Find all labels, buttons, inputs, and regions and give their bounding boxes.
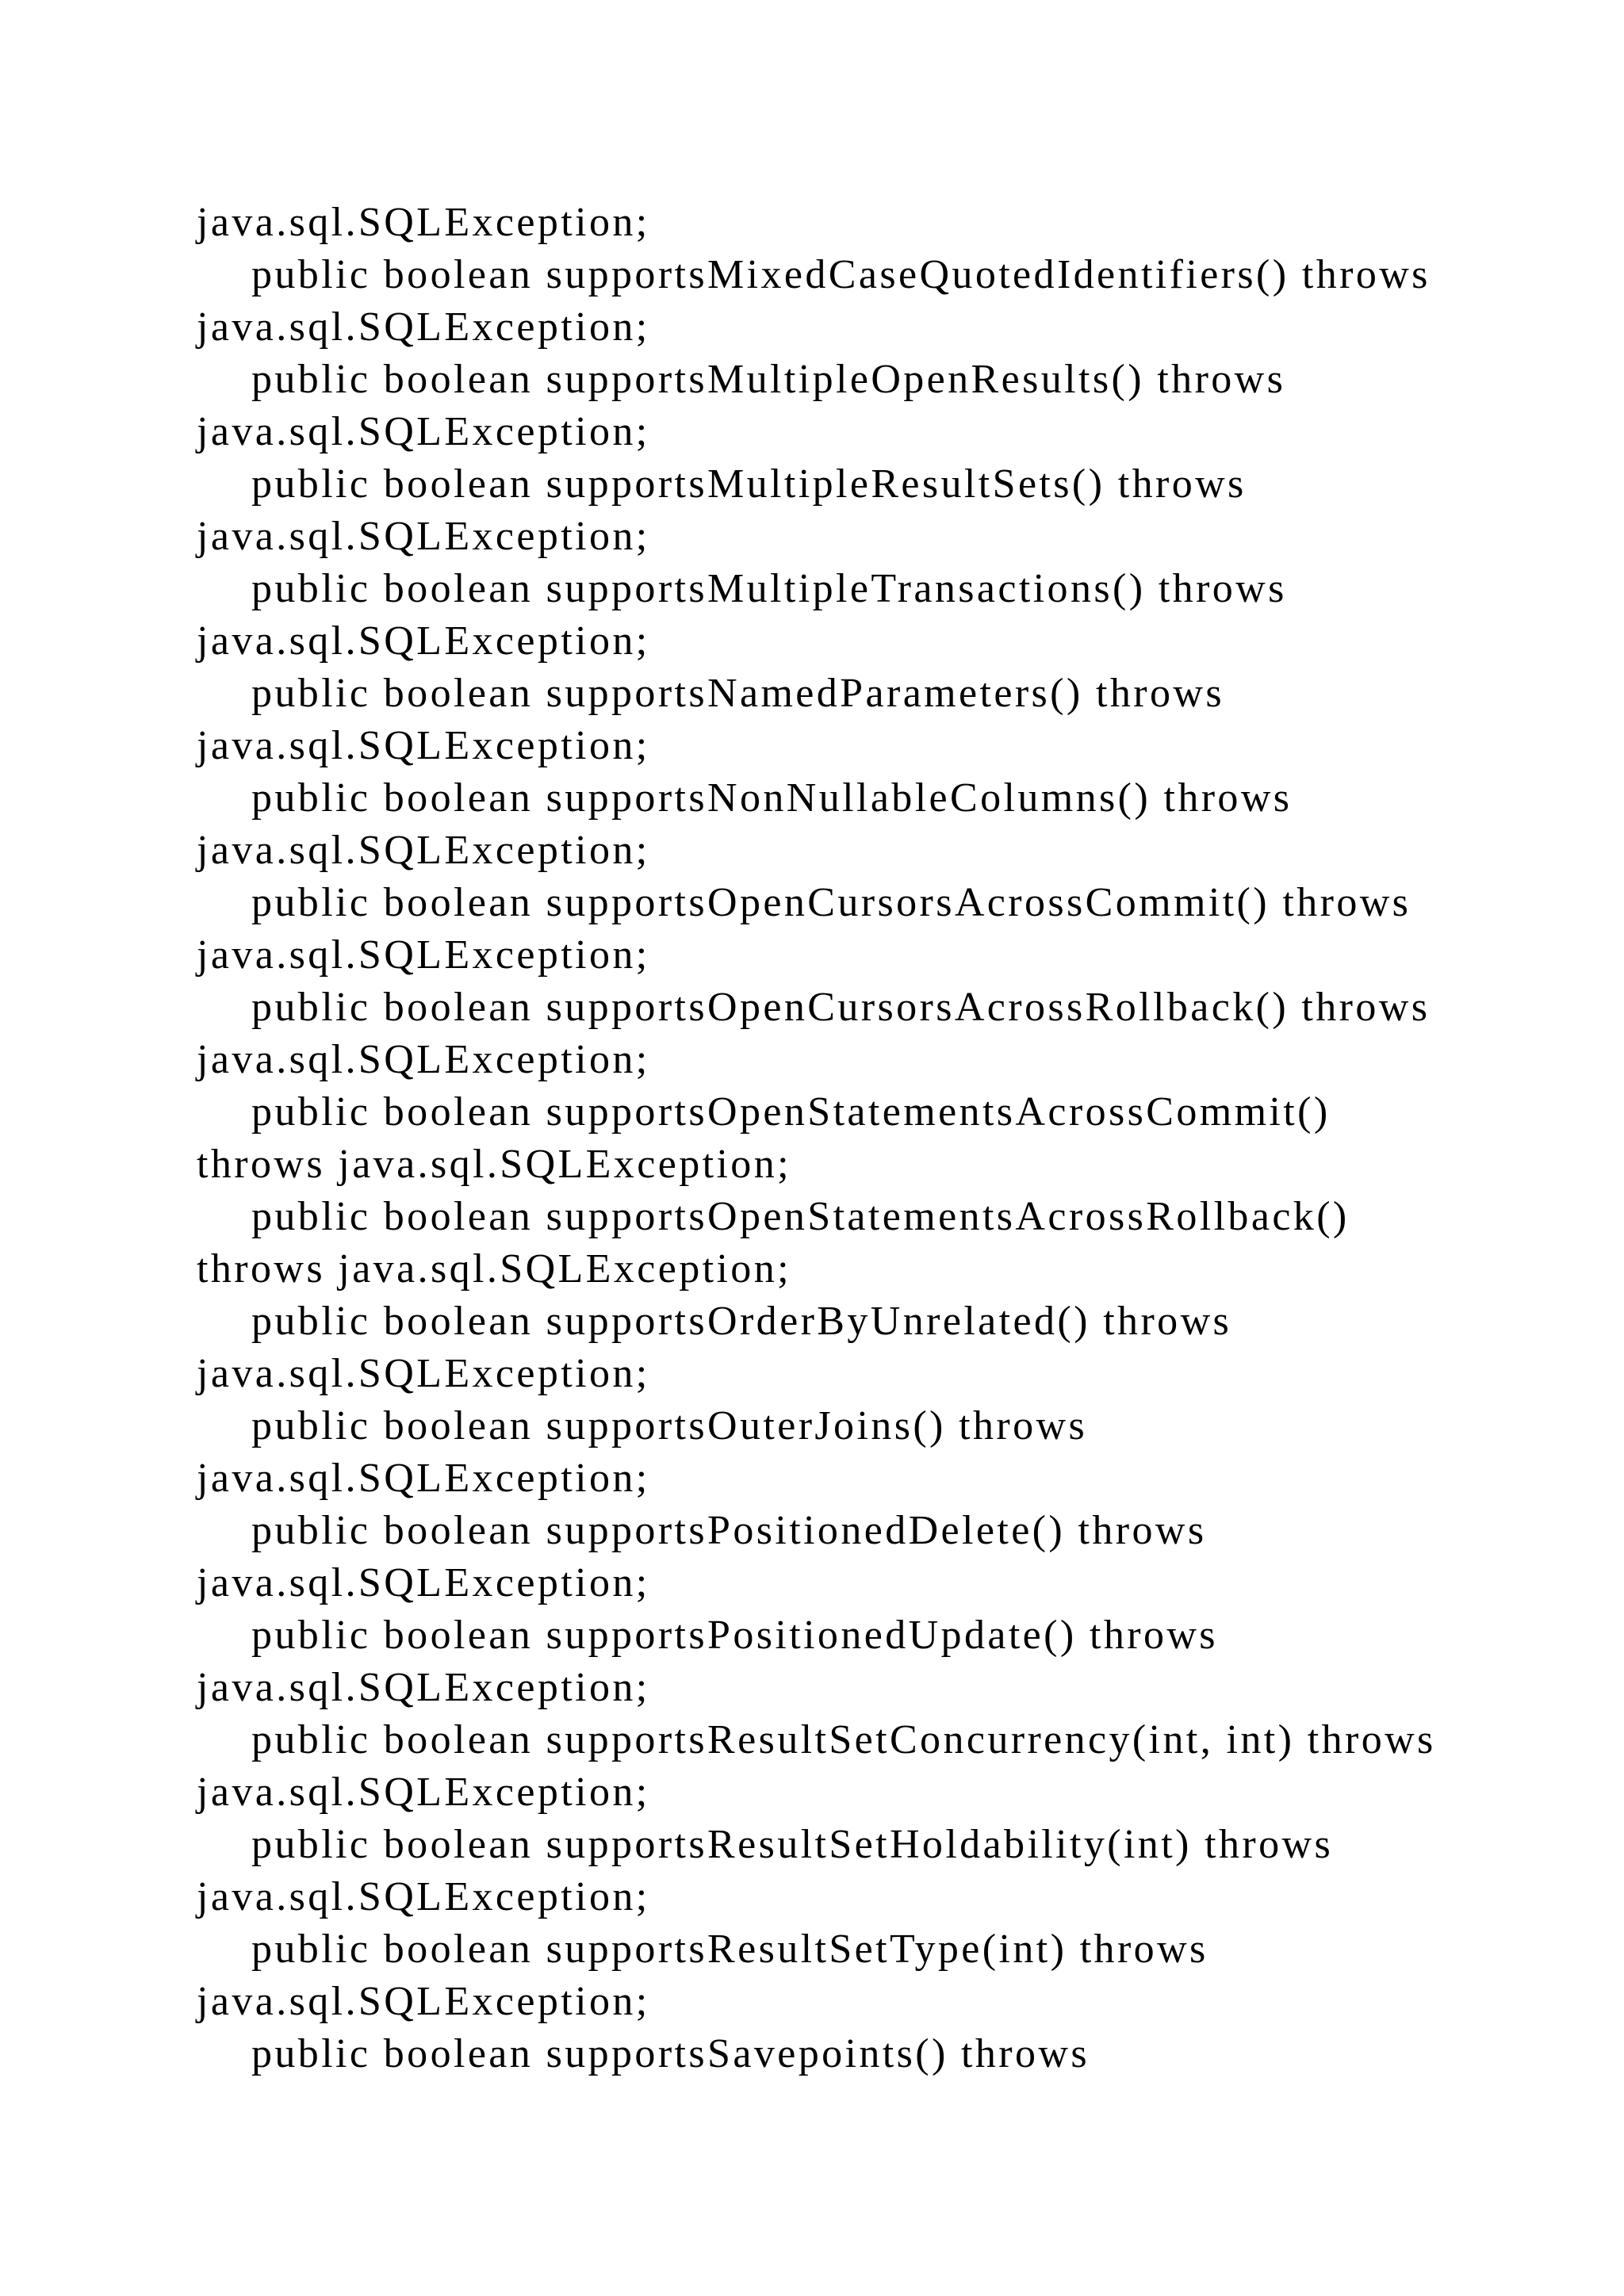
code-line: public boolean supportsNamedParameters() throws bbox=[251, 671, 1224, 716]
code-line: public boolean supportsMultipleOpenResults() throws bbox=[251, 357, 1286, 402]
code-line: public boolean supportsPositionedUpdate() throws bbox=[251, 1613, 1218, 1658]
code-line: public boolean supportsResultSetType(int) throws bbox=[251, 1927, 1208, 1972]
code-line: public boolean supportsOpenCursorsAcrossCommit() throws bbox=[251, 880, 1411, 925]
code-line: throws java.sql.SQLException; bbox=[197, 1142, 791, 1187]
code-line: java.sql.SQLException; bbox=[197, 1874, 650, 1919]
code-line: java.sql.SQLException; bbox=[197, 932, 650, 978]
code-line: public boolean supportsMultipleTransactions() throws bbox=[251, 566, 1287, 611]
code-line: java.sql.SQLException; bbox=[197, 1351, 650, 1396]
code-line: public boolean supportsOrderByUnrelated() throws bbox=[251, 1299, 1232, 1344]
code-line: java.sql.SQLException; bbox=[197, 618, 650, 664]
code-line: public boolean supportsResultSetConcurrency(int, int) throws bbox=[251, 1717, 1436, 1762]
code-line: java.sql.SQLException; bbox=[197, 304, 650, 350]
code-line: throws java.sql.SQLException; bbox=[197, 1246, 791, 1292]
code-line: public boolean supportsOpenStatementsAcrossCommit() bbox=[251, 1089, 1331, 1135]
code-line: java.sql.SQLException; bbox=[197, 1560, 650, 1605]
code-line: java.sql.SQLException; bbox=[197, 409, 650, 454]
code-line: public boolean supportsSavepoints() throws bbox=[251, 2031, 1090, 2076]
code-line: public boolean supportsMixedCaseQuotedIdentifiers() throws bbox=[251, 252, 1431, 297]
code-line: java.sql.SQLException; bbox=[197, 1665, 650, 1710]
code-line: public boolean supportsNonNullableColumns() throws bbox=[251, 775, 1293, 821]
code-line: java.sql.SQLException; bbox=[197, 828, 650, 873]
code-line: public boolean supportsOpenCursorsAcrossRollback() throws bbox=[251, 985, 1431, 1030]
code-line: public boolean supportsOpenStatementsAcrossRollback() bbox=[251, 1194, 1350, 1239]
code-line: java.sql.SQLException; bbox=[197, 1979, 650, 2024]
code-line: java.sql.SQLException; bbox=[197, 1456, 650, 1501]
document-body bbox=[197, 197, 1465, 2080]
code-line: public boolean supportsOuterJoins() throws bbox=[251, 1403, 1088, 1448]
code-line: public boolean supportsResultSetHoldability(int) throws bbox=[251, 1822, 1334, 1867]
code-line: java.sql.SQLException; bbox=[197, 723, 650, 768]
code-line: java.sql.SQLException; bbox=[197, 1770, 650, 1815]
code-line: java.sql.SQLException; bbox=[197, 514, 650, 559]
code-line: public boolean supportsPositionedDelete() throws bbox=[251, 1508, 1207, 1553]
code-line: java.sql.SQLException; bbox=[197, 200, 650, 245]
code-line: java.sql.SQLException; bbox=[197, 1037, 650, 1082]
code-line: public boolean supportsMultipleResultSets() throws bbox=[251, 461, 1247, 507]
